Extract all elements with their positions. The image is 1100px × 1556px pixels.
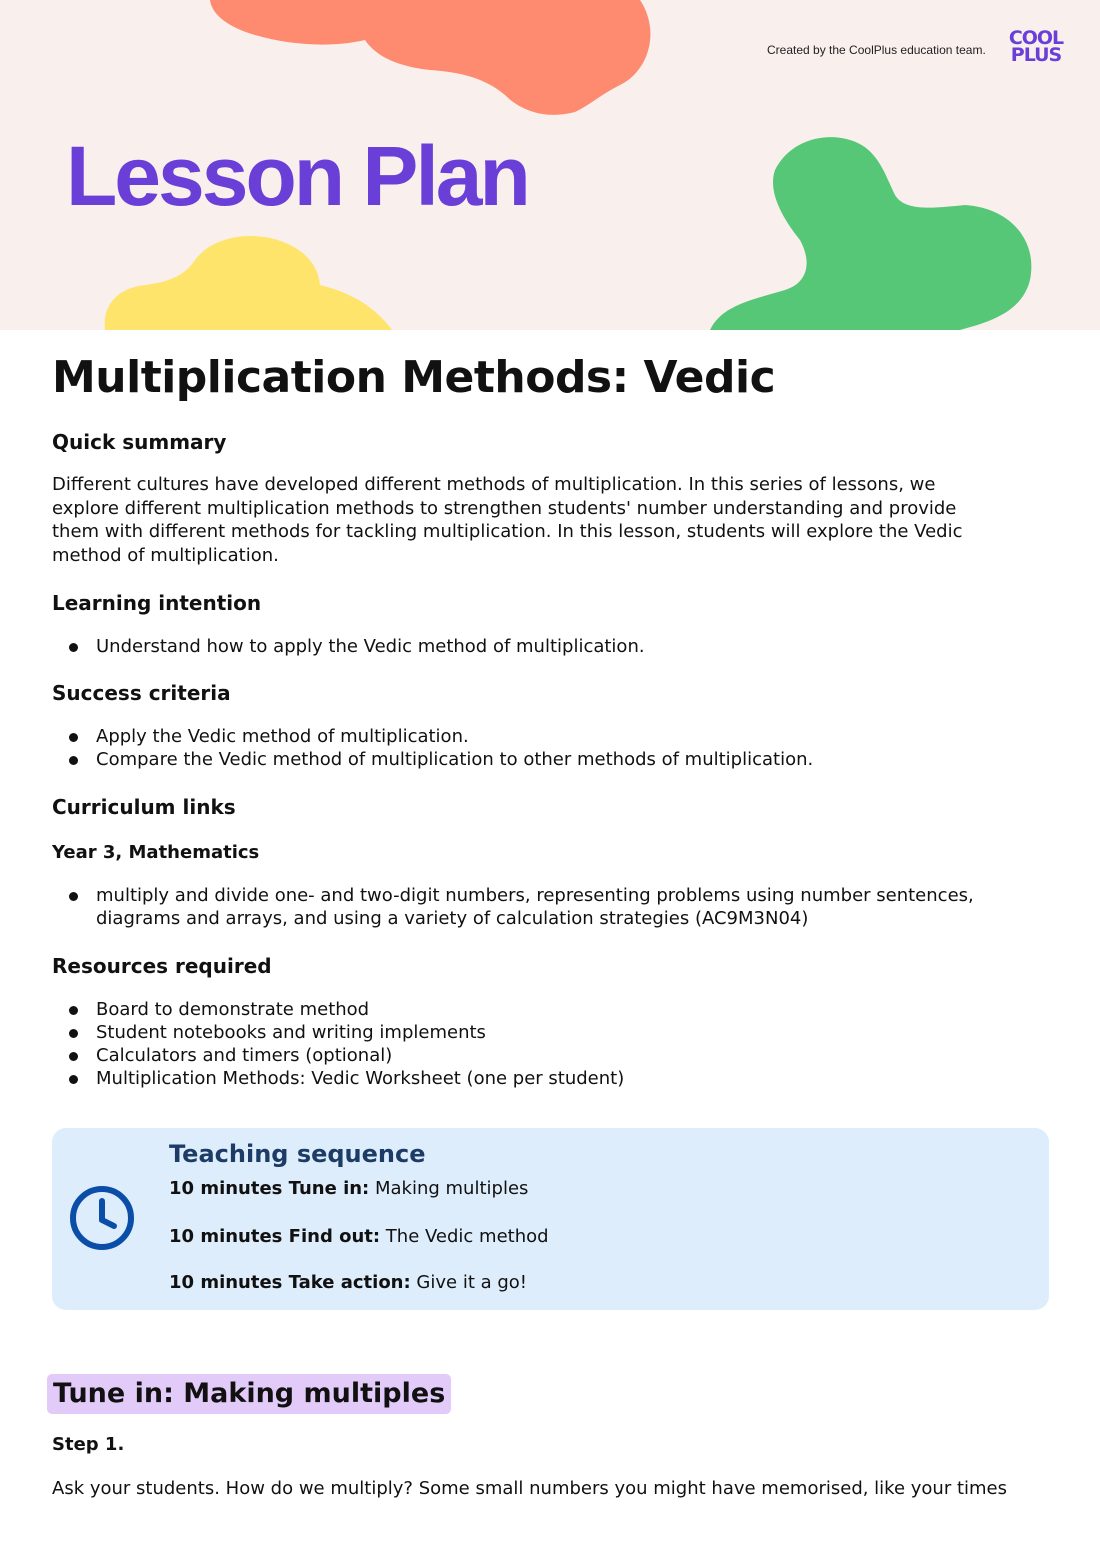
credit-text: Created by the CoolPlus education team. (767, 43, 986, 57)
page-title: Multiplication Methods: Vedic (52, 352, 776, 403)
summary-line: Different cultures have developed different methods of multiplication. In this series of lessons, we (52, 474, 936, 495)
learning-intention-heading: Learning intention (52, 591, 262, 615)
curriculum-links-heading: Curriculum links (52, 795, 236, 819)
sequence-label: 10 minutes Find out: (169, 1226, 381, 1247)
step-text: Ask your students. How do we multiply? Some small numbers you might have memorised, like your times (52, 1478, 1008, 1499)
list-item: Apply the Vedic method of multiplication. (52, 725, 1052, 748)
sequence-row-take-action (169, 1272, 527, 1293)
summary-line: explore different multiplication methods to strengthen students' number understanding and provide (52, 497, 957, 519)
header-banner (0, 0, 1100, 330)
lesson-content (52, 348, 1052, 1090)
green-blob (710, 137, 1031, 330)
list-item (52, 884, 1052, 930)
success-criteria-list (52, 725, 1052, 771)
logo-text-top: COOL (1008, 27, 1064, 49)
list-item: Student notebooks and writing implements (52, 1021, 1052, 1044)
sequence-text: Making multiples (369, 1178, 529, 1199)
quick-summary-text (52, 473, 1052, 567)
clock-icon (68, 1184, 136, 1252)
sequence-row-find-out (169, 1226, 549, 1247)
learning-intention-list (52, 635, 1052, 658)
lesson-plan-title: Lesson Plan (66, 129, 528, 223)
curriculum-list (52, 884, 1052, 930)
logo-text-bottom: PLUS (1010, 44, 1062, 66)
summary-line: method of multiplication. (52, 544, 279, 566)
step-label: Step 1. (52, 1434, 125, 1455)
list-item: Multiplication Methods: Vedic Worksheet (one per student) (52, 1067, 1052, 1090)
tune-in-heading: Tune in: Making multiples (47, 1374, 451, 1414)
resources-heading: Resources required (52, 954, 272, 978)
curriculum-line: diagrams and arrays, and using a variety of calculation strategies (AC9M3N04) (96, 908, 809, 929)
sequence-row-tune-in (169, 1178, 528, 1199)
list-item: Board to demonstrate method (52, 998, 1052, 1021)
curriculum-subheading: Year 3, Mathematics (52, 842, 260, 863)
orange-blob (210, 0, 650, 115)
resources-list (52, 998, 1052, 1090)
sequence-text: Give it a go! (410, 1272, 528, 1293)
list-item: Compare the Vedic method of multiplication to other methods of multiplication. (52, 748, 1052, 771)
sequence-label: 10 minutes Take action: (169, 1272, 411, 1293)
list-item: Calculators and timers (optional) (52, 1044, 1052, 1067)
yellow-blob (105, 236, 392, 330)
curriculum-line: multiply and divide one- and two-digit numbers, representing problems using number sentences, (96, 885, 974, 906)
success-criteria-heading: Success criteria (52, 681, 231, 705)
teaching-sequence-box (52, 1128, 1049, 1310)
quick-summary-heading: Quick summary (52, 430, 227, 454)
summary-line: them with different methods for tackling multiplication. In this lesson, students will explore the Vedic (52, 521, 963, 542)
teaching-sequence-title: Teaching sequence (169, 1140, 426, 1168)
sequence-text: The Vedic method (380, 1226, 549, 1247)
coolplus-logo (1000, 27, 1072, 74)
sequence-label: 10 minutes Tune in: (169, 1178, 370, 1199)
list-item: Understand how to apply the Vedic method of multiplication. (52, 635, 1052, 658)
